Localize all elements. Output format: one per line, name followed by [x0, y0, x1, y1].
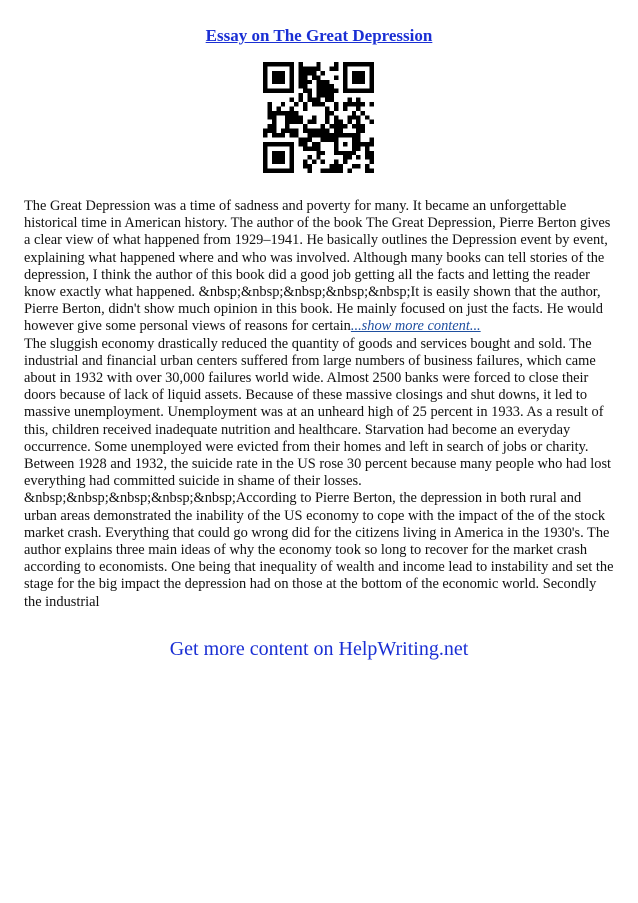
- essay-body: [24, 198, 614, 611]
- essay-paragraph-2: The sluggish economy drastically reduced the quantity of goods and services bought and sold. The industrial and financial urban centers suffered from large numbers of business failures, which came about in 1932 with over 30,000 failures world wide. Almost 2500 banks were forced to close their doors because of lack of liquid assets. Because of these massive closings and shut downs, it led to massive unemployment. Unemployment was at an unheard high of 25 percent in 1933. As a result of this, children received inadequate nutrition and healthcare. Starvation had become an everyday occurrence. Some unemployed were evicted from their homes and left in search of jobs or charity. Between 1928 and 1932, the suicide rate in the US rose 30 percent because many people who had lost everything had committed suicide in shame of their losses. &nbsp;&nbsp;&nbsp;&nbsp;&nbsp;According to Pierre Berton, the depression in both rural and urban areas demonstrated the inability of the US economy to cope with the impact of the of the stock market crash. Everything that could go wrong did for the citizens living in America in the 1930's. The author explains three main ideas of why the economy took so long to recover for the market crash according to economists. One being that inequality of wealth and income lead to instability and set the stage for the big impact the depression had on those at the bottom of the economic world. Secondly the industrial: [24, 335, 614, 610]
- qr-code-image: [263, 62, 374, 173]
- helpwriting-link[interactable]: Get more content on HelpWriting.net: [169, 638, 469, 660]
- page-title[interactable]: Essay on The Great Depression: [205, 26, 433, 45]
- essay-paragraph-1: [24, 198, 614, 336]
- paragraph-1-text: The Great Depression was a time of sadness and poverty for many. It became an unforgettable historical time in American history. The author of the book The Great Depression, Pierre Berton gives a clear view of what happened from 1929–1941. He basically outlines the Depression event by event, explaining what happened where and who was involved. Although many books can tell stories of the depression, I think the author of this book did a good job getting all the facts and letting the reader know exactly what happened. &nbsp;&nbsp;&nbsp;&nbsp;&nbsp;It is easily shown that the author, Pierre Berton, didn't show much opinion in this book. He mainly focused on just the facts. He would however give some personal views of reasons for certain: [24, 198, 611, 335]
- show-more-link[interactable]: ...show more content...: [350, 318, 481, 335]
